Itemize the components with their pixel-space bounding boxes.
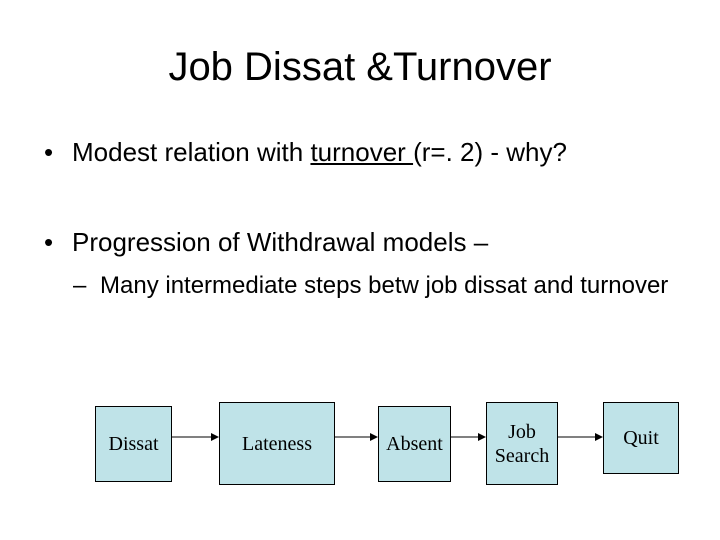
bullet-text-prefix: Modest relation with [72, 137, 311, 167]
bullet-glyph: • [44, 137, 54, 167]
sub-bullet-text: Many intermediate steps betw job dissat and turnover [100, 272, 669, 299]
flow-box-label: Absent [386, 433, 443, 455]
flow-box-absent [378, 406, 451, 482]
turnover-underlined-text: turnover [310, 137, 414, 167]
bullet-modest-relation [44, 136, 567, 168]
flow-box-quit [603, 402, 679, 474]
slide-title: Job Dissat &Turnover [168, 45, 552, 89]
flow-box-job-search [486, 402, 558, 485]
flow-box-lateness [219, 402, 335, 485]
flow-box-label [495, 420, 549, 468]
bullet-text-suffix: (r=. 2) - why? [413, 137, 567, 167]
bullet-withdrawal-models [44, 226, 488, 258]
flow-box-label-line1: Job [508, 420, 536, 443]
flow-box-label-line2: Search [494, 444, 550, 467]
bullet-text: Progression of Withdrawal models – [72, 227, 489, 257]
flow-box-dissat [95, 406, 172, 482]
flow-box-label: Quit [623, 427, 659, 449]
dash-glyph: – [73, 272, 87, 299]
bullet-glyph: • [44, 227, 54, 257]
flow-box-label: Lateness [242, 432, 312, 455]
flow-box-label: Dissat [108, 433, 159, 455]
sub-bullet-intermediate-steps [73, 270, 680, 302]
